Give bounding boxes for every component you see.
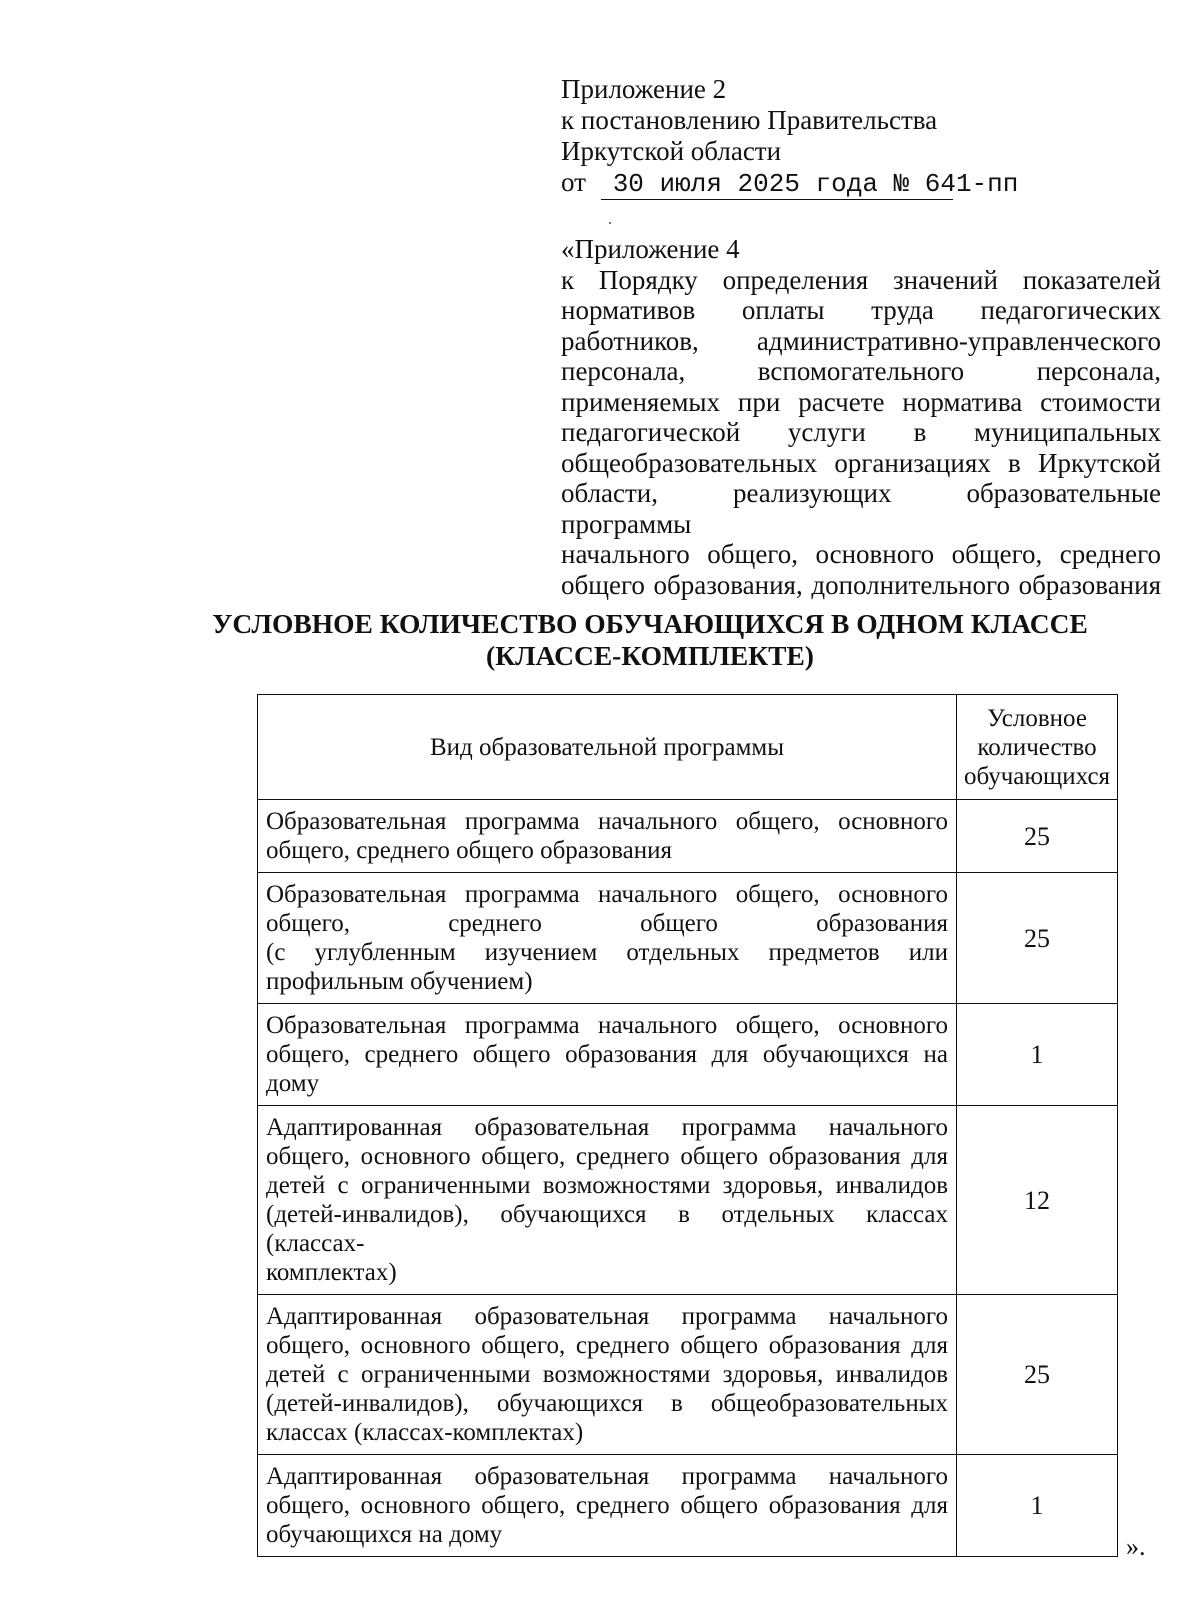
annex-header bbox=[561, 74, 1161, 200]
inner-annex-line: общеобразовательных организациях в Иркутской bbox=[561, 447, 1161, 478]
program-description-line: детей с ограниченными возможностями здоровья, инвалидов bbox=[266, 1172, 948, 1199]
program-description-line: Образовательная программа начального общего, основного bbox=[266, 1012, 948, 1039]
program-description-line: общего, основного общего, среднего общего образования для bbox=[266, 1492, 948, 1519]
program-description-line: дому bbox=[266, 1070, 320, 1097]
program-description-line: (детей-инвалидов), обучающихся в общеобразовательных bbox=[266, 1390, 948, 1417]
program-description bbox=[258, 873, 957, 1004]
title-line-2: (КЛАССЕ-КОМПЛЕКТЕ) bbox=[486, 640, 814, 671]
program-description-line: детей с ограниченными возможностями здоровья, инвалидов bbox=[266, 1361, 948, 1388]
table-row bbox=[258, 1295, 1118, 1455]
program-description-line: профильным обучением) bbox=[266, 968, 533, 995]
student-count-table bbox=[257, 694, 1118, 1557]
inner-annex-line: применяемых при расчете норматива стоимости bbox=[561, 386, 1161, 417]
inner-annex-line: педагогической услуги в муниципальных bbox=[561, 417, 1161, 447]
program-description bbox=[258, 800, 957, 873]
title-line-1: УСЛОВНОЕ КОЛИЧЕСТВО ОБУЧАЮЩИХСЯ В ОДНОМ КЛАССЕ bbox=[212, 608, 1088, 639]
program-description-line: Образовательная программа начального общего, основного bbox=[266, 808, 948, 835]
student-count-value: 12 bbox=[957, 1106, 1118, 1295]
scan-speck bbox=[609, 222, 611, 224]
program-description-line: общего, среднего общего образования для обучающихся на bbox=[266, 1041, 948, 1068]
table-body bbox=[258, 800, 1118, 1557]
header-count-line: Условное bbox=[987, 704, 1087, 732]
inner-annex-line: нормативов оплаты труда педагогических bbox=[561, 295, 1161, 325]
annex-date-line bbox=[561, 167, 1161, 200]
program-description-line: Образовательная программа начального общего, основного bbox=[266, 881, 948, 908]
closing-quote: ». bbox=[1126, 1532, 1146, 1561]
program-description-line: общего, среднего общего образования bbox=[266, 910, 948, 937]
student-count-value: 25 bbox=[957, 1295, 1118, 1455]
program-description-line: общего, среднего общего образования bbox=[266, 837, 672, 864]
annex-decree-ref: к постановлению Правительства bbox=[561, 105, 938, 135]
program-description-line: (детей-инвалидов), обучающихся в отдельных классах (классах- bbox=[266, 1201, 948, 1257]
program-description-line: обучающихся на дому bbox=[266, 1521, 503, 1548]
annex-region: Иркутской области bbox=[561, 136, 782, 166]
inner-annex-line: к Порядку определения значений показателей bbox=[561, 264, 1161, 295]
inner-annex-body bbox=[561, 265, 1161, 601]
inner-annex-line: общего образования, дополнительного образования bbox=[561, 569, 1161, 600]
inner-annex-heading: «Приложение 4 bbox=[561, 234, 740, 264]
header-count bbox=[957, 695, 1118, 800]
annex-title: Приложение 2 bbox=[561, 74, 727, 104]
program-description-line: Адаптированная образовательная программа начального bbox=[266, 1463, 948, 1490]
inner-annex-line: персонала, вспомогательного персонала, bbox=[561, 356, 1161, 386]
table-row bbox=[258, 1004, 1118, 1106]
program-description-line: Адаптированная образовательная программа начального bbox=[266, 1114, 948, 1141]
program-description-line: (с углубленным изучением отдельных предметов или bbox=[266, 939, 948, 966]
program-description-line: Адаптированная образовательная программа начального bbox=[266, 1303, 948, 1330]
student-count-value: 1 bbox=[957, 1004, 1118, 1106]
inner-annex bbox=[561, 234, 1161, 600]
inner-annex-line: работников, административно-управленческого bbox=[561, 325, 1161, 356]
program-description-line: общего, основного общего, среднего общего образования для bbox=[266, 1332, 948, 1359]
program-description bbox=[258, 1455, 957, 1557]
table-row bbox=[258, 1106, 1118, 1295]
header-program-type: Вид образовательной программы bbox=[258, 695, 957, 800]
program-description bbox=[258, 1295, 957, 1455]
decree-date-number: 30 июля 2025 года № 641-пп bbox=[601, 169, 953, 200]
date-prefix: от bbox=[561, 167, 586, 197]
program-description bbox=[258, 1106, 957, 1295]
program-description-line: общего, основного общего, среднего общего образования для bbox=[266, 1143, 948, 1170]
program-description-line: комплектах) bbox=[266, 1259, 397, 1286]
inner-annex-line: начального общего, основного общего, среднего bbox=[561, 539, 1161, 569]
student-count-value: 1 bbox=[957, 1455, 1118, 1557]
student-count-value: 25 bbox=[957, 800, 1118, 873]
program-description-line: классах (классах-комплектах) bbox=[266, 1419, 584, 1446]
program-description bbox=[258, 1004, 957, 1106]
header-count-line: количество bbox=[977, 733, 1097, 761]
table-row bbox=[258, 800, 1118, 873]
inner-annex-line: области, реализующих образовательные программы bbox=[561, 478, 1161, 539]
table-row bbox=[258, 873, 1118, 1004]
table-header-row bbox=[258, 695, 1118, 800]
student-count-value: 25 bbox=[957, 873, 1118, 1004]
document-title bbox=[150, 608, 1150, 672]
header-count-line: обучающихся bbox=[963, 762, 1111, 790]
table-row bbox=[258, 1455, 1118, 1557]
